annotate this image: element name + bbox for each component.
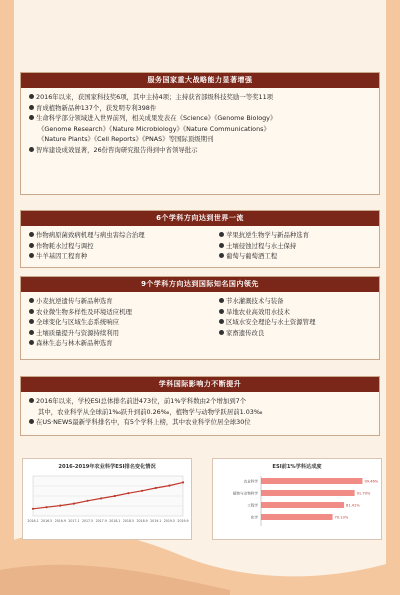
data-point [100, 497, 102, 499]
list-item [29, 307, 219, 318]
section-title: 服务国家重大战略能力显著增强 [21, 73, 379, 88]
left-column-cell [29, 317, 219, 328]
section-international [20, 276, 380, 360]
section-world-class [20, 210, 380, 268]
line-text: 家畜遗传改良 [226, 328, 265, 337]
bullet-icon [29, 340, 34, 345]
left-column-cell [29, 338, 219, 349]
list-item [219, 251, 379, 262]
bullet-icon [29, 298, 34, 303]
x-tick-label: 2017.5 [81, 519, 94, 523]
section-title: 9个学科方向达到国际知名国内领先 [21, 277, 379, 292]
bar [261, 502, 344, 508]
list-item [29, 407, 373, 418]
section-body [21, 88, 379, 159]
list-item [29, 338, 219, 349]
section-title: 6个学科方向达到世界一流 [21, 211, 379, 226]
line-text: 2016年以来，获国家科技奖6项，其中主持4项；主持获省部级科技奖励一等奖11项 [36, 93, 274, 101]
bullet-icon [219, 232, 224, 237]
esi-line-chart [23, 470, 191, 536]
left-column-cell [29, 307, 219, 318]
line-text: 智库建设成效显著，26份咨询研究报告得到中省领导批示 [36, 145, 198, 154]
bullet-icon [29, 330, 34, 335]
y-tick-label: 植物与动物科学 [232, 491, 258, 496]
x-tick-label: 2016.5 [41, 519, 53, 523]
section-body [21, 226, 379, 265]
data-point [73, 503, 75, 505]
y-tick-label: 化学 [250, 515, 258, 520]
line-text: 全球变化与区域生态系统响应 [36, 318, 120, 327]
left-column-cell [29, 251, 219, 262]
list-item [29, 113, 373, 124]
x-tick-label: 2016.9 [54, 519, 66, 523]
bullet-icon [29, 419, 34, 424]
right-column-cell [219, 230, 379, 241]
line-text: 育成植物新品种137个，获发明专利398件 [36, 103, 157, 112]
bar [261, 514, 333, 520]
line-text: 牛羊基因工程育种 [36, 252, 88, 261]
list-item [29, 296, 219, 307]
x-tick-label: 2018.1 [109, 519, 121, 523]
data-point [114, 495, 116, 497]
bullet-icon [29, 253, 34, 258]
line-text: 土壤侵蚀过程与水土保持 [226, 241, 297, 250]
list-item [219, 230, 379, 241]
line-text: 节水灌溉技术与装备 [226, 297, 284, 305]
x-tick-label: 2019.5 [163, 519, 175, 523]
line-text: 森林生态与林木新品种选育 [36, 339, 113, 348]
section-title: 学科国际影响力不断提升 [21, 377, 379, 392]
bullet-icon [219, 298, 224, 303]
section-body [21, 392, 379, 431]
line-text: 其中，农业科学从全球前1‰跃升到前0.26‰，植物学与动物学跃居前1.03‰ [38, 407, 263, 416]
list-item [219, 307, 379, 318]
section-influence [20, 376, 380, 436]
list-item [29, 328, 219, 339]
line-text: 作物病原菌致病机理与病虫害综合治理 [36, 231, 145, 239]
line-text: 在US·NEWS最新学科排名中，有5个学科上榜，其中农业科学位居全球30位 [36, 418, 251, 427]
list-item [219, 241, 379, 252]
x-tick-label: 2016.1 [27, 519, 39, 523]
data-point [127, 492, 129, 494]
left-column-cell [29, 328, 219, 339]
bullet-icon [29, 115, 34, 120]
line-text: 土壤质量提升与资源持续利用 [36, 328, 120, 337]
data-point [182, 481, 184, 483]
line-text: 小麦抗逆遗传与新品种选育 [36, 297, 113, 305]
data-point [59, 505, 61, 507]
line-text: 《Nature Plants》《Cell Reports》《PNAS》等国际顶级期刊 [38, 135, 214, 144]
bullet-icon [29, 309, 34, 314]
right-column-cell [219, 338, 379, 349]
data-label: 70.13% [334, 515, 349, 520]
list-item [29, 396, 373, 407]
bullet-icon [29, 243, 34, 248]
chart-title: 2016-2019年农业科学ESI排名变化情况 [58, 464, 156, 470]
esi-bar-chart-card [212, 458, 382, 540]
section-strategy [20, 72, 380, 195]
line-text: 生命科学部分领域进入世界前列，相关成果发表在《Science》《Genome Biology》 [36, 114, 277, 123]
bullet-icon [219, 309, 224, 314]
x-tick-label: 2017.9 [95, 519, 107, 523]
bullet-icon [29, 232, 34, 237]
list-item [29, 134, 373, 145]
right-column-cell [219, 241, 379, 252]
list-item [219, 317, 379, 328]
bullet-icon [29, 105, 34, 110]
esi-line-chart-card [22, 458, 192, 540]
bullet-icon [29, 94, 34, 99]
section-body [21, 292, 379, 352]
line-text: 葡萄与葡萄酒工程 [226, 252, 278, 261]
list-item [29, 417, 373, 428]
bullet-icon [219, 319, 224, 324]
data-point [155, 487, 157, 489]
list-item [29, 103, 373, 114]
bullet-icon [219, 253, 224, 258]
left-column-cell [29, 296, 219, 307]
bar [261, 478, 362, 484]
line-text: 《Genome Research》《Nature Microbiology》《Nature Communications》 [38, 124, 270, 133]
line-text: 旱地农业高效用水技术 [226, 307, 290, 316]
list-item [29, 145, 373, 156]
list-item [29, 241, 219, 252]
data-point [168, 485, 170, 487]
data-label: 91.79% [356, 491, 371, 496]
bullet-icon [29, 319, 34, 324]
bar [261, 490, 355, 496]
chart-title: ESI前1%学科达成度 [272, 464, 322, 470]
x-tick-label: 2017.1 [68, 519, 80, 523]
data-point [141, 490, 143, 492]
bullet-icon [219, 330, 224, 335]
list-item [29, 92, 373, 103]
list-item [29, 317, 219, 328]
line-text: 农业微生物多样性及环境适应机理 [36, 307, 132, 316]
right-column-cell [219, 251, 379, 262]
list-item [219, 328, 379, 339]
right-column-cell [219, 328, 379, 339]
bullet-icon [29, 147, 34, 152]
y-tick-label: 工程学 [247, 503, 258, 508]
data-point [46, 506, 48, 508]
data-point [86, 500, 88, 502]
x-tick-label: 2019.1 [150, 519, 162, 523]
x-tick-label: 2018.5 [122, 519, 135, 523]
data-label: 81.41% [346, 503, 360, 508]
right-column-cell [219, 296, 379, 307]
line-text: 2016年以来，学校ESI总体排名前进473位，前1%学科数由2个增加到7个 [36, 397, 247, 405]
y-tick-label: 农业科学 [243, 479, 258, 484]
esi-bar-chart [213, 470, 381, 536]
right-column-cell [219, 317, 379, 328]
data-label: 99.46% [364, 479, 379, 484]
line-text: 苹果抗逆生物学与新品种选育 [226, 231, 310, 239]
list-item [29, 124, 373, 135]
bullet-icon [29, 398, 34, 403]
x-tick-label: 2018.9 [136, 519, 148, 523]
data-point [32, 508, 34, 510]
x-tick-label: 2019.9 [177, 519, 189, 523]
list-item [219, 296, 379, 307]
list-item [29, 251, 219, 262]
left-column-cell [29, 230, 219, 241]
right-column-cell [219, 307, 379, 318]
line-text: 区域水安全理论与水土资源管理 [226, 318, 316, 327]
list-item [29, 230, 219, 241]
left-column-cell [29, 241, 219, 252]
bullet-icon [219, 243, 224, 248]
line-text: 作物耗水过程与调控 [36, 241, 94, 250]
